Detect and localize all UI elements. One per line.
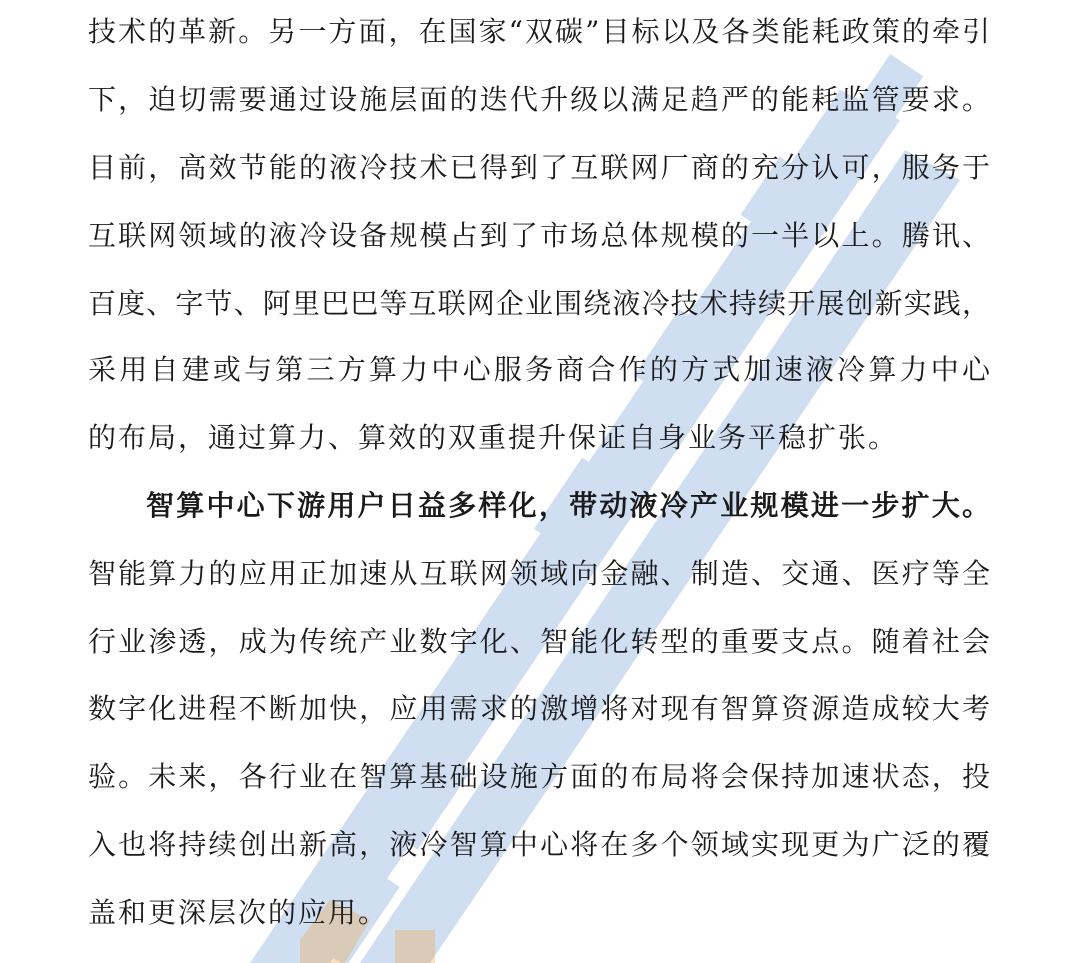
paragraph-2-line-2: 行业渗透，成为传统产业数字化、智能化转型的重要支点。随着社会: [88, 625, 990, 658]
paragraph-2-heading: 智算中心下游用户日益多样化，带动液冷产业规模进一步扩大。: [146, 489, 990, 522]
paragraph-2-line-5: 入也将持续创出新高，液冷智算中心将在多个领域实现更为广泛的覆: [88, 828, 990, 861]
paragraph-1-line-4: 互联网领域的液冷设备规模占到了市场总体规模的一半以上。腾讯、: [88, 219, 990, 252]
paragraph-1-line-5: 百度、字节、阿里巴巴等互联网企业围绕液冷技术持续开展创新实践，: [88, 287, 990, 320]
paragraph-1-line-3: 目前，高效节能的液冷技术已得到了互联网厂商的充分认可，服务于: [88, 151, 990, 184]
paragraph-2-line-3: 数字化进程不断加快，应用需求的激增将对现有智算资源造成较大考: [88, 692, 990, 725]
paragraph-2-line-1: 智能算力的应用正加速从互联网领域向金融、制造、交通、医疗等全: [88, 557, 990, 590]
paragraph-1-line-7: 的布局，通过算力、算效的双重提升保证自身业务平稳扩张。: [88, 421, 899, 454]
paragraph-2-line-6: 盖和更深层次的应用。: [88, 896, 389, 929]
paragraph-1-line-2: 下，迫切需要通过设施层面的迭代升级以满足趋严的能耗监管要求。: [88, 83, 990, 116]
paragraph-2-line-4: 验。未来，各行业在智算基础设施方面的布局将会保持加速状态，投: [88, 760, 990, 793]
paragraph-1-line-1: 技术的革新。另一方面，在国家“双碳”目标以及各类能耗政策的牵引: [88, 15, 990, 48]
paragraph-1-line-6: 采用自建或与第三方算力中心服务商合作的方式加速液冷算力中心: [88, 353, 990, 386]
